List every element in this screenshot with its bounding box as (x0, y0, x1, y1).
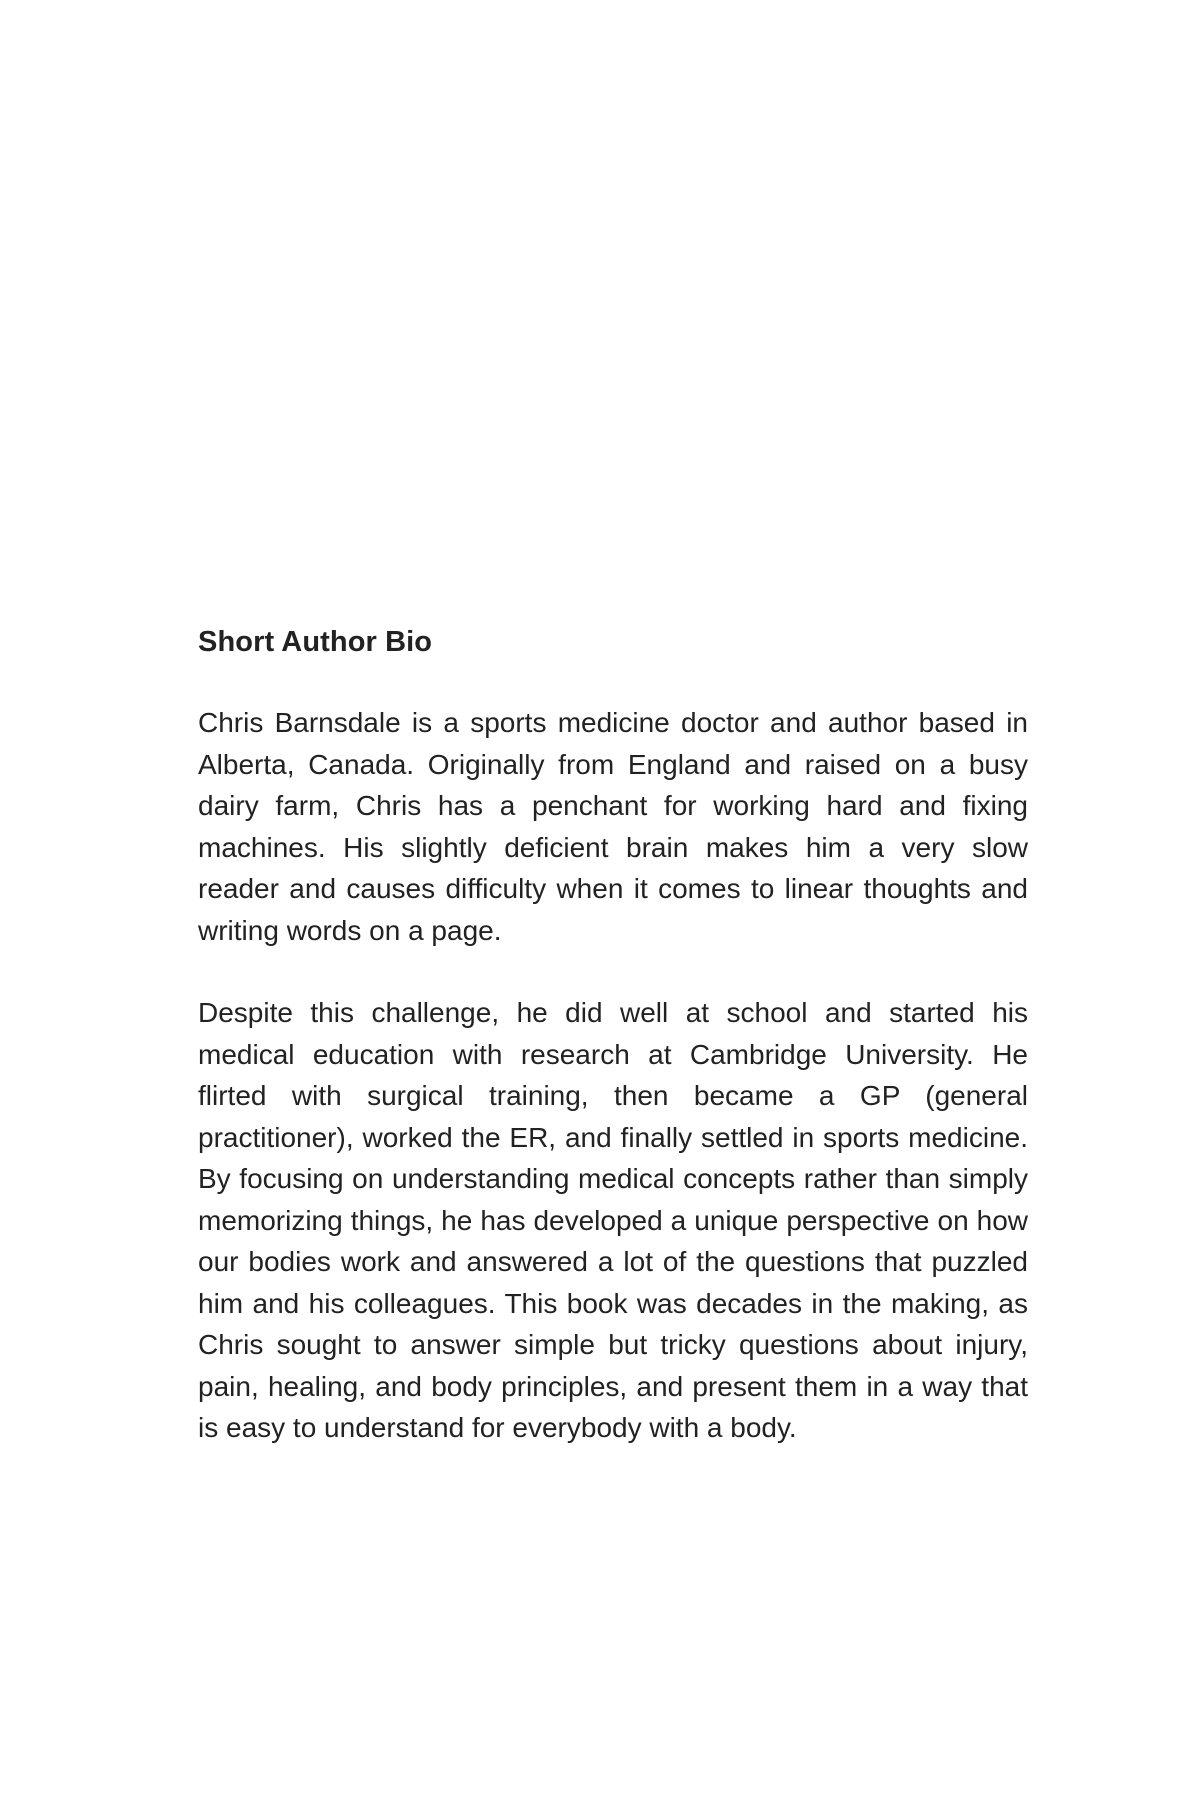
bio-paragraph-2: Despite this challenge, he did well at school and started his medical education with research at Cambridge University. He flirted with surgical training, then became a GP (general practitioner), worked the ER, and finally settled in sports medicine. By focusing on understanding medical concepts rather than simply memorizing things, he has developed a unique perspective on how our bodies work and answered a lot of the questions that puzzled him and his colleagues. This book was decades in the making, as Chris sought to answer simple but tricky questions about injury, pain, healing, and body principles, and present them in a way that is easy to understand for everybody with a body. (198, 997, 1028, 1443)
section-heading: Short Author Bio (198, 626, 433, 658)
bio-paragraph-1: Chris Barnsdale is a sports medicine doctor and author based in Alberta, Canada. Originally from England and raised on a busy dairy farm, Chris has a penchant for working hard and fixing machines. His slightly deficient brain makes him a very slow reader and causes difficulty when it comes to linear thoughts and writing words on a page. (198, 707, 1028, 946)
author-bio-section (198, 620, 1028, 1449)
